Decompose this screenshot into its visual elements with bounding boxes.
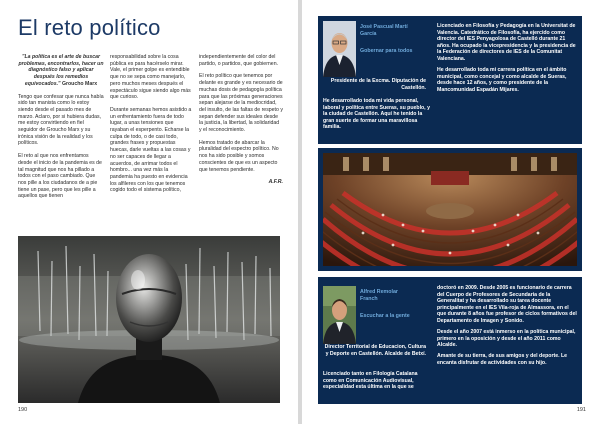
right-page — [302, 0, 600, 424]
parliament-chamber-photo — [323, 153, 577, 266]
bio-slogan: Escuchar a la gente — [360, 313, 410, 319]
paragraph: Hemos tratado de abarcar la pluralidad del espectro político. No nos ha sido posible y somos conscientes de que es un aspecto que tenemos pendiente. — [199, 139, 279, 173]
paragraph: El reto al que nos enfrentamos desde el inicio de la pandemia es de tal magnitud que nos ha pillado a todos con el paso cambiado. Que nos pille a los ciudadanos de a pie tiene un pase, pero que les pille a aquellos que tienen — [18, 153, 102, 200]
left-page — [0, 0, 298, 424]
quote-text: "La política es el arte de buscar problemas, encontrarlos, hacer un diagnóstico falso y aplicar después los remedios equivocados." — [18, 54, 104, 87]
paragraph: He desarrollado toda mi vida personal, laboral y política entre Sueras, su pueblo, y la ciudad de Castellón. Aquí he tenido la gran suerte de formar una maravillosa familia. — [323, 98, 430, 131]
signature: A.F.R. — [268, 179, 283, 186]
quote-author: Groucho Marx — [61, 80, 98, 87]
portrait-photo-marti — [323, 21, 356, 77]
bio-name: Alfred Remolar Franch — [360, 289, 398, 302]
page-number-right: 191 — [576, 407, 586, 413]
bio-intro — [323, 371, 431, 395]
masked-figure-photo — [18, 236, 280, 403]
text-column-2 — [110, 54, 192, 200]
bio-name: José Pascual Martí García — [360, 24, 408, 37]
paragraph: El reto político que tenemos por delante es grande y es necesario de muchas dosis de pedagogía política para que las próximas generaciones sepan alejarse de la mediocridad, del insulto, de las faltas de respeto y sepan defender sus ideales desde la justicia, la libertad, la solidaridad y el reconocimiento. — [199, 73, 283, 134]
paragraph: Amante de su tierra, de sus amigos y del deporte. Le encanta disfrutar de actividades con su hijo. — [437, 353, 568, 366]
bio-intro — [323, 98, 431, 135]
paragraph: doctoró en 2009. Desde 2005 es funcionario de carrera del Cuerpo de Profesores de Secundaria de la Generalitat y ha desarrollado su tarea docente principalmente en el IES Vila-roja de Almassora, en el que durante 8 años fue profesor de ciclos formativos del Departamento de Imagen y Sonido. — [437, 285, 577, 324]
bio-slogan: Gobernar para todos — [360, 48, 413, 54]
text-column-1 — [18, 54, 104, 206]
paragraph: Licenciado en Filosofía y Pedagogía en la Universitat de Valencia. Catedrático de Filosofía, ha ejercido como director del IES Penyagolosa de Castelló durante 21 años. Ha ocupado la vicepresidencia y la presidencia de la Federación de directores de IES de la Comunitat Valenciana. — [437, 23, 576, 62]
bio-box-remolar — [318, 277, 582, 404]
paragraph: Tengo que confesar que nunca había sido tan manista como lo estoy siendo desde el pasado mes de marzo. Aclaro, por si hubiera dudas, me estoy convirtiendo en fiel seguidor de Groucho Marx y su irónica visión de la realidad y los políticos. — [18, 93, 104, 147]
paragraph: Licenciado tanto en Filología Catalana como en Comunicación Audiovisual, especialidad esta última en la que se — [323, 371, 418, 391]
bio-details — [437, 23, 577, 98]
bio-details — [437, 285, 577, 371]
chamber-photo-frame — [318, 148, 582, 271]
text-column-3 — [199, 54, 283, 192]
paragraph: independientemente del color del partido, o partidos, que gobiernen. — [199, 54, 279, 67]
bio-position: Director Territorial de Educacion, Cultura y Deporte en Castellón. Alcalde de Betxí. — [324, 344, 426, 357]
paragraph: responsabilidad sobre la cosa pública es para hacérselo mirar. Vale, el primer golpe es entendible que no se sepa como manejarlo, pero muchos meses después el espectáculo sigue siendo algo más que curioso. — [110, 54, 191, 101]
paragraph: Desde el año 2007 está inmerso en la política municipal, primero en la oposición y desde el año 2011 como Alcalde. — [437, 329, 576, 349]
paragraph: He desarrollado toda mi carrera política en el ámbito municipal, como concejal y como alcalde de Sueras, desde hace 12 años, y como presidente de la Mancomunidad Espadán Mijares. — [437, 67, 567, 93]
paragraph: Durante semanas hemos asistido a un enfrentamiento fuera de todo lugar, a unas tensiones que rayaban el esperpento. Echarse la culpa de todo, o de casi todo, grandes frases y propuestas huecas, darle vueltas a las cosas y no ser capaces de llegar a acuerdos, de arrimar todos el hombro... una vez más la pandemia ha puesto en evidencia los alfileres con los que tenemos cogido todo el sistema político, — [110, 106, 192, 194]
page-number-left: 190 — [18, 407, 28, 413]
portrait-photo-remolar — [323, 286, 356, 344]
bio-box-marti — [318, 16, 582, 144]
quote — [18, 54, 104, 88]
page-title: El reto político — [18, 15, 161, 40]
bio-position: Presidente de la Excma. Diputación de Castellón. — [330, 78, 426, 91]
